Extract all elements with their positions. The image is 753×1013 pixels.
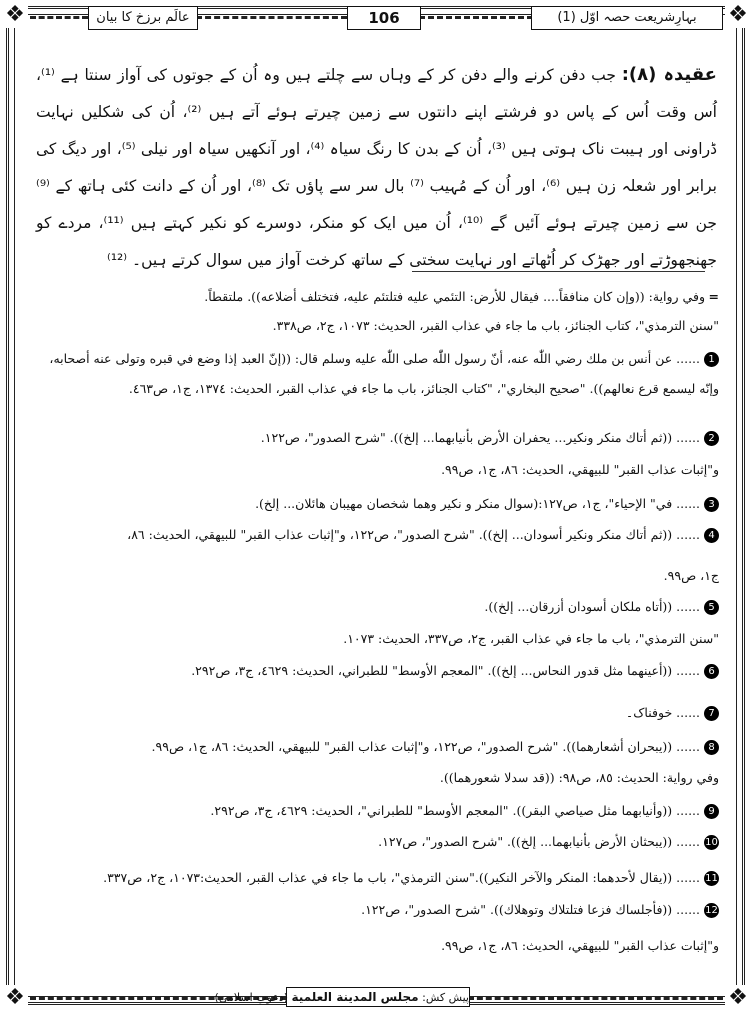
footnote-line: [38, 737, 719, 757]
footnote-continuation-marker: =: [708, 289, 719, 304]
footnote-text: ...... ((يقال لأحدهما: المنكر والآخر النكير))."سنن الترمذي"، باب ما جاء في عذاب القبر، الحديث:١٠٧٣، ج٢، ص٣٣٧.: [103, 870, 700, 885]
footnote-number-badge: 6: [704, 664, 719, 679]
footnote-line: [38, 566, 719, 586]
footer-divider: [468, 997, 723, 1000]
page-header: [30, 6, 723, 32]
footnote-text: وفي رواية: الحديث: ٨٥، ص٩٨: ((قد سدلا شعورهما)).: [439, 770, 719, 785]
footnote-text: ...... عن أنس بن ملك رضي اللّٰه عنه، أنّ رسول اللّٰه صلى اللّٰه عليه وسلم قال: ((إنّ العبد إذا وضع في قبره وتولى عنه أصحابه،: [49, 351, 700, 366]
footnote-text: ...... ((أعينهما مثل قدور النحاس... إلخ)). "المعجم الأوسط" للطبراني، الحديث: ٤٦٢٩، ج٣، ص٢٩٢.: [191, 663, 700, 678]
footnote-line: [38, 460, 719, 480]
publisher-box: [214, 987, 470, 1007]
footnote-text: ...... ((يبحثان الأرض بأنيابهما... إلخ)). "شرح الصدور"، ص١٢٧.: [378, 834, 700, 849]
book-title: بہارِشریعت حصہ اوّل (1): [531, 6, 723, 30]
footnote-line: [38, 525, 719, 545]
ornament-corner-icon: ❖: [2, 2, 28, 28]
footnote-line: [38, 597, 719, 617]
aqeeda-body-text: جب دفن کرنے والے دفن کر کے وہاں سے چلتے ہیں وہ اُن کے جوتوں کی آواز سنتا ہے ⁽¹⁾، اُس وقت اُس کے پاس دو فرشتے اپنے دانتوں سے زمین چیرتے ہوئے آتے ہیں ⁽²⁾، اُن کی شکلیں نہایت ڈراونی اور ہیبت ناک ہوتی ہیں ⁽³⁾، اُن کے بدن کا رنگ سیاہ ⁽⁴⁾، اور آنکھیں سیاہ اور نیلی ⁽⁵⁾، اور دیگ کی برابر اور شعلہ زن ہیں ⁽⁶⁾، اور اُن کے مُہیب ⁽⁷⁾ بال سر سے پاؤں تک ⁽⁸⁾، اور اُن کے دانت کئی ہاتھ کے ⁽⁹⁾ جن سے زمین چیرتے ہوئے آئیں گے ⁽¹⁰⁾، اُن میں ایک کو منکر، دوسرے کو نکیر کہتے ہیں ⁽¹¹⁾، مردے کو جھنجھوڑتے اور جھڑک کر اُٹھاتے اور نہایت سختی کے ساتھ کرخت آواز میں سوال کرتے ہیں۔ ⁽¹²⁾: [36, 66, 717, 269]
footnote-line: [38, 900, 719, 920]
footnote-number-badge: 10: [705, 837, 718, 848]
footnote-number-badge: 2: [704, 431, 719, 446]
footnote-number-badge: 11: [705, 873, 718, 884]
footnote-text: "سنن الترمذي"، باب ما جاء في عذاب القبر، ج٢، ص٣٣٧، الحديث: ١٠٧٣.: [343, 631, 719, 646]
footnote-text: و"إثبات عذاب القبر" للبيهقي، الحديث: ٨٦، ج١، ص٩٩.: [441, 938, 719, 953]
footnote-line: [38, 832, 719, 852]
footnote-text: ...... ((فأجلساك فزعا فتلتلاك وتوهلاك)). "شرح الصدور"، ص١٢٢.: [361, 902, 700, 917]
footnote-text: ...... ((ثم أتاك منكر ونكير... يحفران الأرض بأنيابهما... إلخ)). "شرح الصدور"، ص١٢٢.: [260, 430, 700, 445]
header-divider: [419, 16, 533, 19]
chapter-title: عالَم برزخ کا بیان: [88, 6, 198, 30]
publisher-note: (دعوتِ اسلامی): [214, 991, 289, 1004]
footnote-line: [38, 379, 719, 399]
footnote-line: [38, 629, 719, 649]
footnote-text: و"إثبات عذاب القبر" للبيهقي، الحديث: ٨٦، ج١، ص٩٩.: [441, 462, 719, 477]
page-footer: [30, 987, 723, 1007]
page-number: 106: [347, 6, 421, 30]
main-paragraph: [36, 56, 717, 279]
aqeeda-heading: عقیدہ (۸):: [621, 64, 717, 85]
footnote-text: وفي رواية: ((وإن كان منافقاً.... فيقال للأرض: التئمي عليه فتلتئم عليه، فتختلف أضلاعه)). ملتقطاً.: [204, 289, 705, 304]
footnote-number-badge: 9: [704, 804, 719, 819]
footnote-separator: [412, 271, 705, 272]
footnote-text: ...... خوفناک۔: [625, 705, 700, 720]
footnote-number-badge: 12: [705, 905, 718, 916]
footnote-line: [38, 703, 719, 723]
footnote-line: [38, 661, 719, 681]
footnote-line: [38, 349, 719, 369]
footnote-number-badge: 7: [704, 706, 719, 721]
footnote-number-badge: 3: [704, 497, 719, 512]
ornament-corner-icon: ❖: [2, 985, 28, 1011]
ornament-corner-icon: ❖: [725, 2, 751, 28]
footnote-text: ج١، ص٩٩.: [663, 568, 719, 583]
header-divider: [30, 16, 88, 19]
footnote-text: وإنّه ليسمع قرع نعالهم)). "صحيح البخاري"، "كتاب الجنائز، باب ما جاء في عذاب القبر، الحديث: ١٣٧٤، ج١، ص٤٦٣.: [128, 381, 719, 396]
footnote-text: "سنن الترمذي"، كتاب الجنائز، باب ما جاء في عذاب القبر، الحديث: ١٠٧٣، ج٢، ص٣٣٨.: [272, 318, 719, 333]
footnote-number-badge: 4: [704, 528, 719, 543]
ornament-corner-icon: ❖: [725, 985, 751, 1011]
footnote-number-badge: 5: [704, 600, 719, 615]
header-divider: [196, 16, 347, 19]
footnote-number-badge: 1: [704, 352, 719, 367]
footnote-line: [38, 316, 719, 336]
footnote-text: ...... ((ثم أتاك منكر ونكير أسودان... إلخ)). "شرح الصدور"، ص١٢٢، و"إثبات عذاب القبر" للبيهقي، الحديث: ٨٦،: [127, 527, 700, 542]
footnote-text: ...... ((أتاه ملكان أسودان أزرقان... إلخ)).: [484, 599, 700, 614]
footnote-line: [38, 494, 719, 514]
footnote-line: [38, 801, 719, 821]
footnote-line: [38, 287, 719, 307]
footnote-text: ...... في" الإحياء"، ج١، ص١٢٧:(سوال منكر و نكير وهما شخصان مهيبان هائلان... إلخ).: [255, 496, 700, 511]
footnote-text: ...... ((وأنيابهما مثل صياصي البقر)). "المعجم الأوسط" للطبراني"، الحديث: ٤٦٢٩، ج٣، ص٢٩٢.: [210, 803, 700, 818]
footnote-line: [38, 868, 719, 888]
footnote-line: [38, 936, 719, 956]
footnote-number-badge: 8: [704, 740, 719, 755]
footnote-text: ...... ((يبحران أشعارهما)). "شرح الصدور"، ص١٢٢، و"إثبات عذاب القبر" للبيهقي، الحديث: ٨٦، ج١، ص٩٩.: [151, 739, 700, 754]
footnote-line: [38, 768, 719, 788]
presenter-label: پیش کش:: [422, 991, 469, 1004]
footnote-line: [38, 428, 719, 448]
publisher-name: مجلس المدينة العلمية: [291, 990, 419, 1004]
